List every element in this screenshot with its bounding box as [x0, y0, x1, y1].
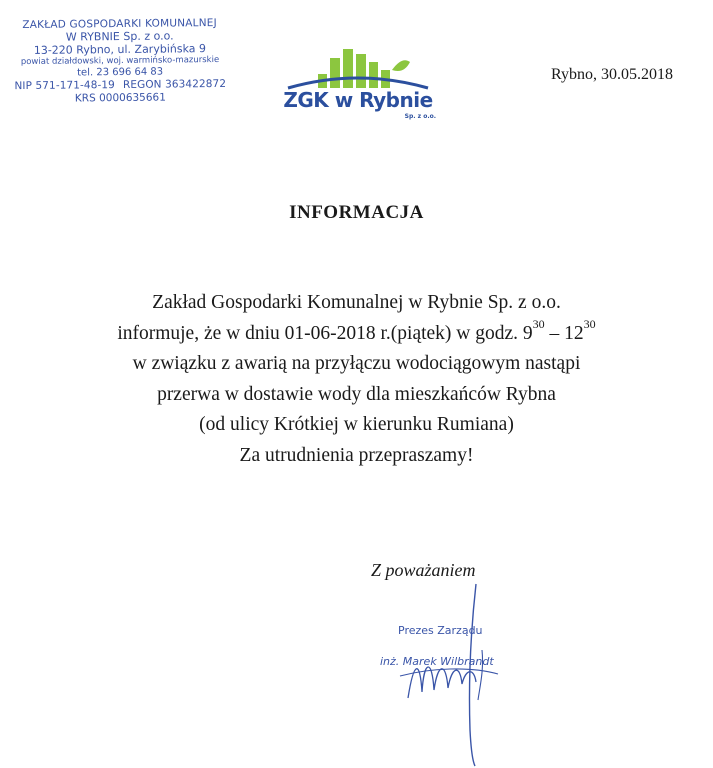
company-logo: [278, 44, 438, 124]
logo-buildings-icon: [278, 44, 438, 94]
time-end-minutes: 30: [583, 317, 596, 332]
company-stamp: [6, 17, 235, 105]
stamp-nip: NIP 571-171-48-19: [14, 79, 115, 93]
signature-role: Prezes Zarządu: [398, 624, 483, 637]
time-start-minutes: 30: [532, 317, 545, 332]
signature-name: inż. Marek Wilbrandt: [380, 655, 494, 668]
body-line-3: w związku z awarią na przyłączu wodociągowym nastąpi: [132, 353, 581, 375]
body-line-6: Za utrudnienia przepraszamy!: [239, 444, 474, 466]
stamp-line-krs: KRS 0000635661: [74, 91, 166, 105]
body-line-2-text: informuje, że w dniu 01-06-2018 r.(piątek) w godz. 9: [117, 322, 533, 344]
body-line-2-dash: – 12: [544, 322, 584, 344]
body-line-2: [0, 319, 713, 350]
stamp-line-address: 13-220 Rybno, ul. Zarybińska 9: [33, 42, 207, 57]
logo-subtext: Sp. z o.o.: [404, 113, 436, 120]
stamp-line-company-sub: W RYBNIE Sp. z o.o.: [65, 29, 174, 44]
stamp-line-phone: tel. 23 696 64 83: [77, 66, 164, 79]
handwritten-signature-icon: [380, 580, 530, 768]
stamp-line-region: powiat działdowski, woj. warmińsko-mazurskie: [20, 54, 220, 68]
document-title: INFORMACJA: [289, 202, 424, 223]
body-line-5: (od ulicy Krótkiej w kierunku Rumiana): [199, 414, 514, 436]
body-line-1: Zakład Gospodarki Komunalnej w Rybnie Sp. z o.o.: [152, 292, 561, 313]
document-body: [0, 288, 713, 472]
document-date: Rybno, 30.05.2018: [550, 66, 673, 83]
body-line-4: przerwa w dostawie wody dla mieszkańców Rybna: [157, 383, 556, 405]
logo-text: ZGK w Rybnie: [283, 88, 433, 112]
stamp-line-company: ZAKŁAD GOSPODARKI KOMUNALNEJ: [22, 16, 217, 32]
closing-phrase: Z poważaniem: [371, 560, 476, 580]
stamp-regon: REGON 363422872: [122, 77, 227, 91]
stamp-line-ids: [6, 78, 234, 93]
